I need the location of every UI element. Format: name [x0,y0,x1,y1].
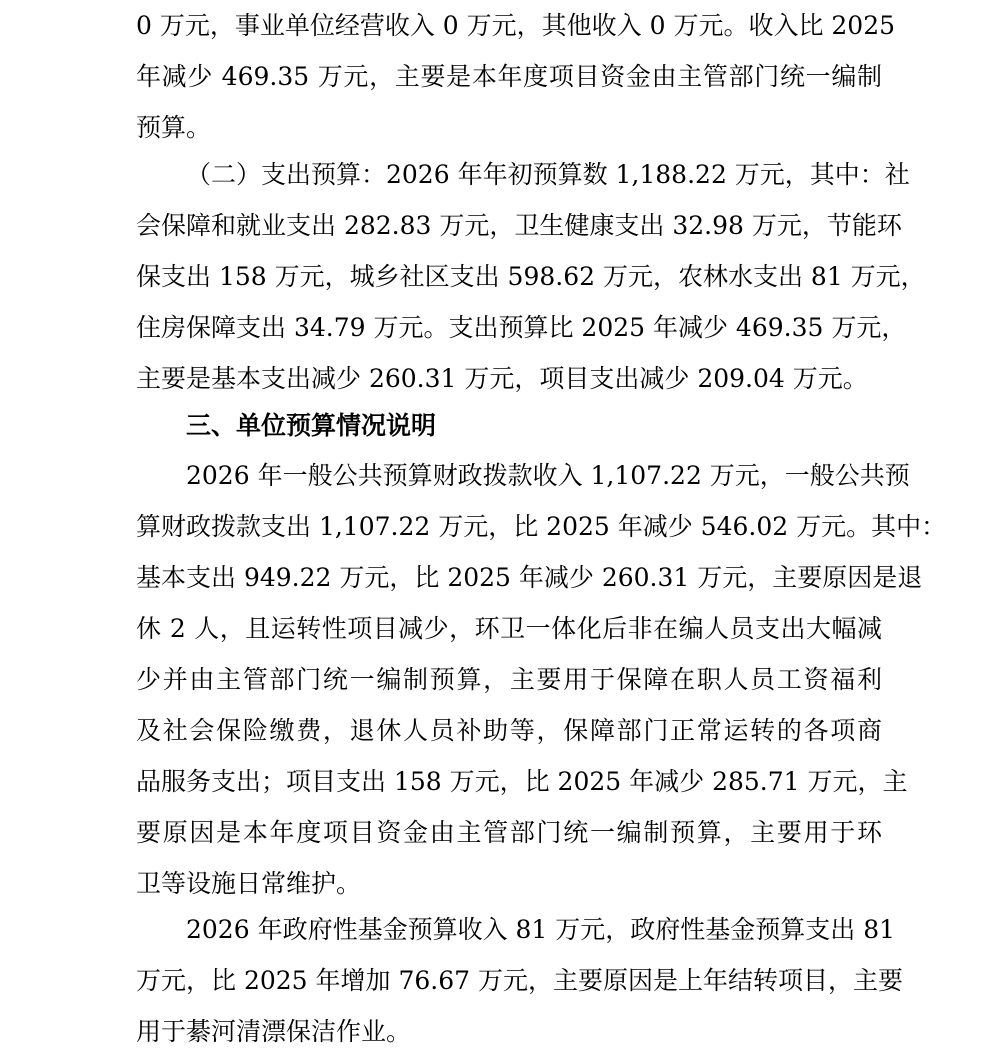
paragraph-government-fund-budget [136,904,903,1057]
text-line: 住房保障支出 34.79 万元。支出预算比 2025 年减少 469.35 万元， [136,313,907,342]
text-line: 2026 年政府性基金预算收入 81 万元，政府性基金预算支出 81 [186,915,896,944]
text-line: 会保障和就业支出 282.83 万元，卫生健康支出 32.98 万元，节能环 [136,211,902,240]
paragraph-income-tail [136,0,896,153]
paragraph-expenditure-budget [136,149,926,404]
text-line: 0 万元，事业单位经营收入 0 万元，其他收入 0 万元。收入比 2025 [136,11,896,40]
text-line: 2026 年一般公共预算财政拨款收入 1,107.22 万元，一般公共预 [186,461,910,490]
text-line: 基本支出 949.22 万元，比 2025 年减少 260.31 万元，主要原因是退 [136,563,923,592]
text-line: 预算。 [136,113,212,142]
text-line: 用于綦河清漂保洁作业。 [136,1017,412,1046]
text-line: 品服务支出；项目支出 158 万元，比 2025 年减少 285.71 万元，主 [136,767,908,796]
section-heading [136,400,882,451]
text-line: 保支出 158 万元，城乡社区支出 598.62 万元，农林水支出 81 万元， [136,262,926,291]
text-line: 休 2 人，且运转性项目减少，环卫一体化后非在编人员支出大幅减 [136,614,882,643]
text-line: 年减少 469.35 万元，主要是本年度项目资金由主管部门统一编制 [136,62,882,91]
text-line: 卫等设施日常维护。 [136,869,362,898]
text-line: 少并由主管部门统一编制预算，主要用于保障在职人员工资福利 [136,665,882,694]
text-line: 及社会保险缴费，退休人员补助等，保障部门正常运转的各项商 [136,716,882,745]
section-three-heading: 三、单位预算情况说明 [186,411,437,440]
text-line: 万元，比 2025 年增加 76.67 万元，主要原因是上年结转项目，主要 [136,966,903,995]
text-line: （二）支出预算：2026 年年初预算数 1,188.22 万元，其中：社 [186,160,910,189]
text-line: 主要是基本支出减少 260.31 万元，项目支出减少 209.04 万元。 [136,364,868,393]
text-line: 算财政拨款支出 1,107.22 万元，比 2025 年减少 546.02 万元。其中： [136,512,947,541]
text-line: 要原因是本年度项目资金由主管部门统一编制预算，主要用于环 [136,818,882,847]
paragraph-general-public-budget [136,450,947,909]
